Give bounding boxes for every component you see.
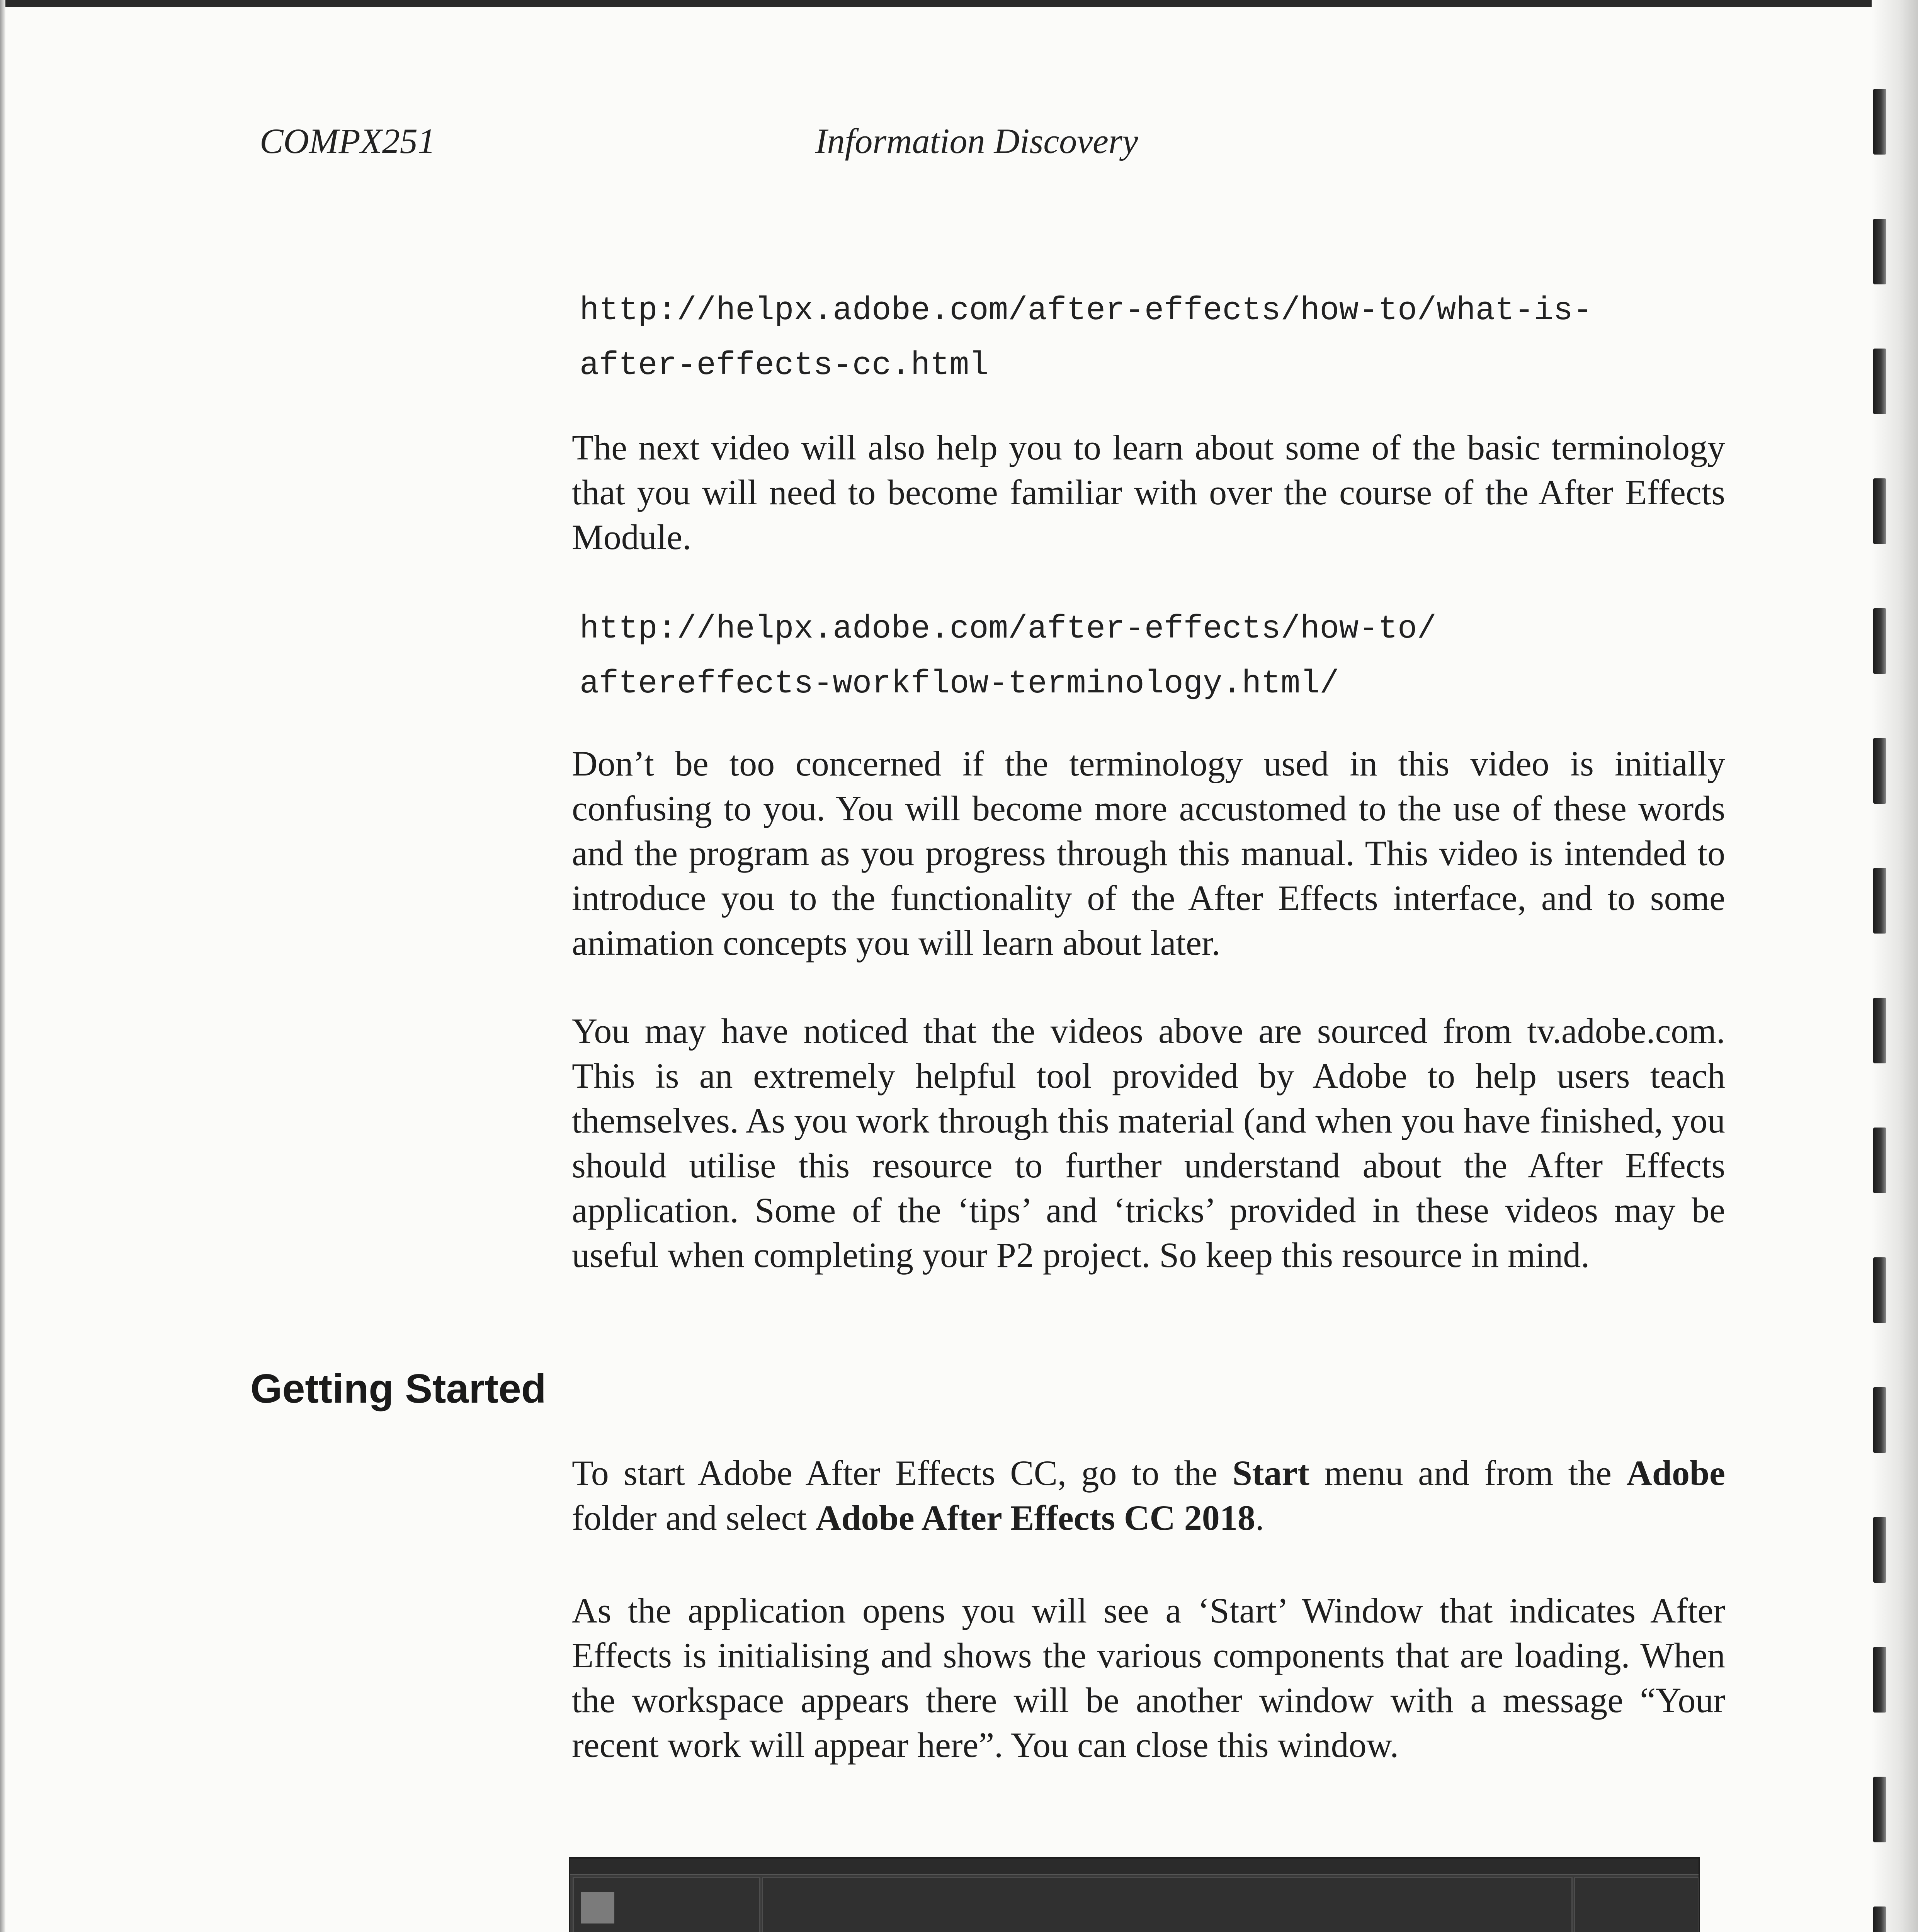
binding-hole — [1873, 1647, 1886, 1713]
bold-app-name: Adobe After Effects CC 2018 — [815, 1498, 1255, 1537]
workspace-title-bar — [570, 1859, 1699, 1875]
binding-hole — [1873, 219, 1886, 284]
url-what-is-after-effects[interactable] — [580, 284, 1739, 393]
scan-edge-top — [0, 0, 1918, 7]
text: folder and select — [572, 1498, 816, 1537]
section-heading-getting-started: Getting Started — [250, 1366, 546, 1412]
header-course-code: COMPX251 — [260, 121, 435, 161]
scan-edge-left — [0, 0, 5, 1932]
binding-hole — [1873, 1257, 1886, 1323]
paragraph-dont-be-concerned: Don’t be too concerned if the terminology used in this video is initially confusing to you. You will become more accustomed to the use of these words and the program as you progress through this manual. This video is intended to introduce you to the functionality of the After Effects interface, and to some animation concepts you will learn about later. — [572, 744, 1725, 963]
spiral-binding — [1873, 89, 1896, 1932]
binding-hole — [1873, 478, 1886, 544]
binding-hole — [1873, 1777, 1886, 1842]
bold-adobe: Adobe — [1626, 1453, 1725, 1493]
text: To start Adobe After Effects CC, go to the — [572, 1453, 1233, 1493]
url-line: aftereffects-workflow-terminology.html/ — [580, 666, 1339, 702]
bold-start: Start — [1232, 1453, 1309, 1493]
binding-hole — [1873, 1906, 1886, 1932]
info-effects-panel — [1574, 1877, 1699, 1932]
url-line: after-effects-cc.html — [580, 347, 989, 384]
paragraph-terminology-video: The next video will also help you to learn about some of the basic terminology that you will need to become familiar with over the course of the After Effects Module. — [572, 428, 1725, 557]
paragraph-application-opens: As the application opens you will see a ‘Start’ Window that indicates After Effects is initialising and shows the various components that are loading. When the workspace appears there will be another window with a message “Your recent work will appear here”. You can close this window. — [572, 1591, 1725, 1765]
text: . — [1255, 1498, 1264, 1537]
binding-hole — [1873, 738, 1886, 804]
url-line: http://helpx.adobe.com/after-effects/how-to/what-is- — [580, 293, 1593, 329]
header-running-title: Information Discovery — [815, 121, 1138, 161]
paragraph-tv-adobe: You may have noticed that the videos above are sourced from tv.adobe.com. This is an extremely helpful tool provided by Adobe to help users teach themselves. As you work through this material (and when you have finished, you should utilise this resource to further understand about the After Effects application. Some of the ‘tips’ and ‘tricks’ provided in these videos may be useful when completing your P2 project. So keep this resource in mind. — [572, 1011, 1725, 1275]
binding-hole — [1873, 349, 1886, 414]
binding-hole — [1873, 868, 1886, 934]
composition-panel — [762, 1877, 1573, 1932]
url-workflow-terminology[interactable] — [580, 602, 1739, 712]
binding-hole — [1873, 1128, 1886, 1193]
binding-hole — [1873, 1387, 1886, 1453]
binding-hole — [1873, 998, 1886, 1063]
url-line: http://helpx.adobe.com/after-effects/how-to/ — [580, 611, 1437, 648]
binding-hole — [1873, 608, 1886, 674]
binding-hole — [1873, 89, 1886, 155]
paragraph-start-instructions — [572, 1451, 1725, 1540]
binding-hole — [1873, 1517, 1886, 1583]
figure-after-effects-workspace — [569, 1857, 1700, 1932]
text: menu and from the — [1309, 1453, 1627, 1493]
project-thumbnail — [581, 1892, 614, 1923]
